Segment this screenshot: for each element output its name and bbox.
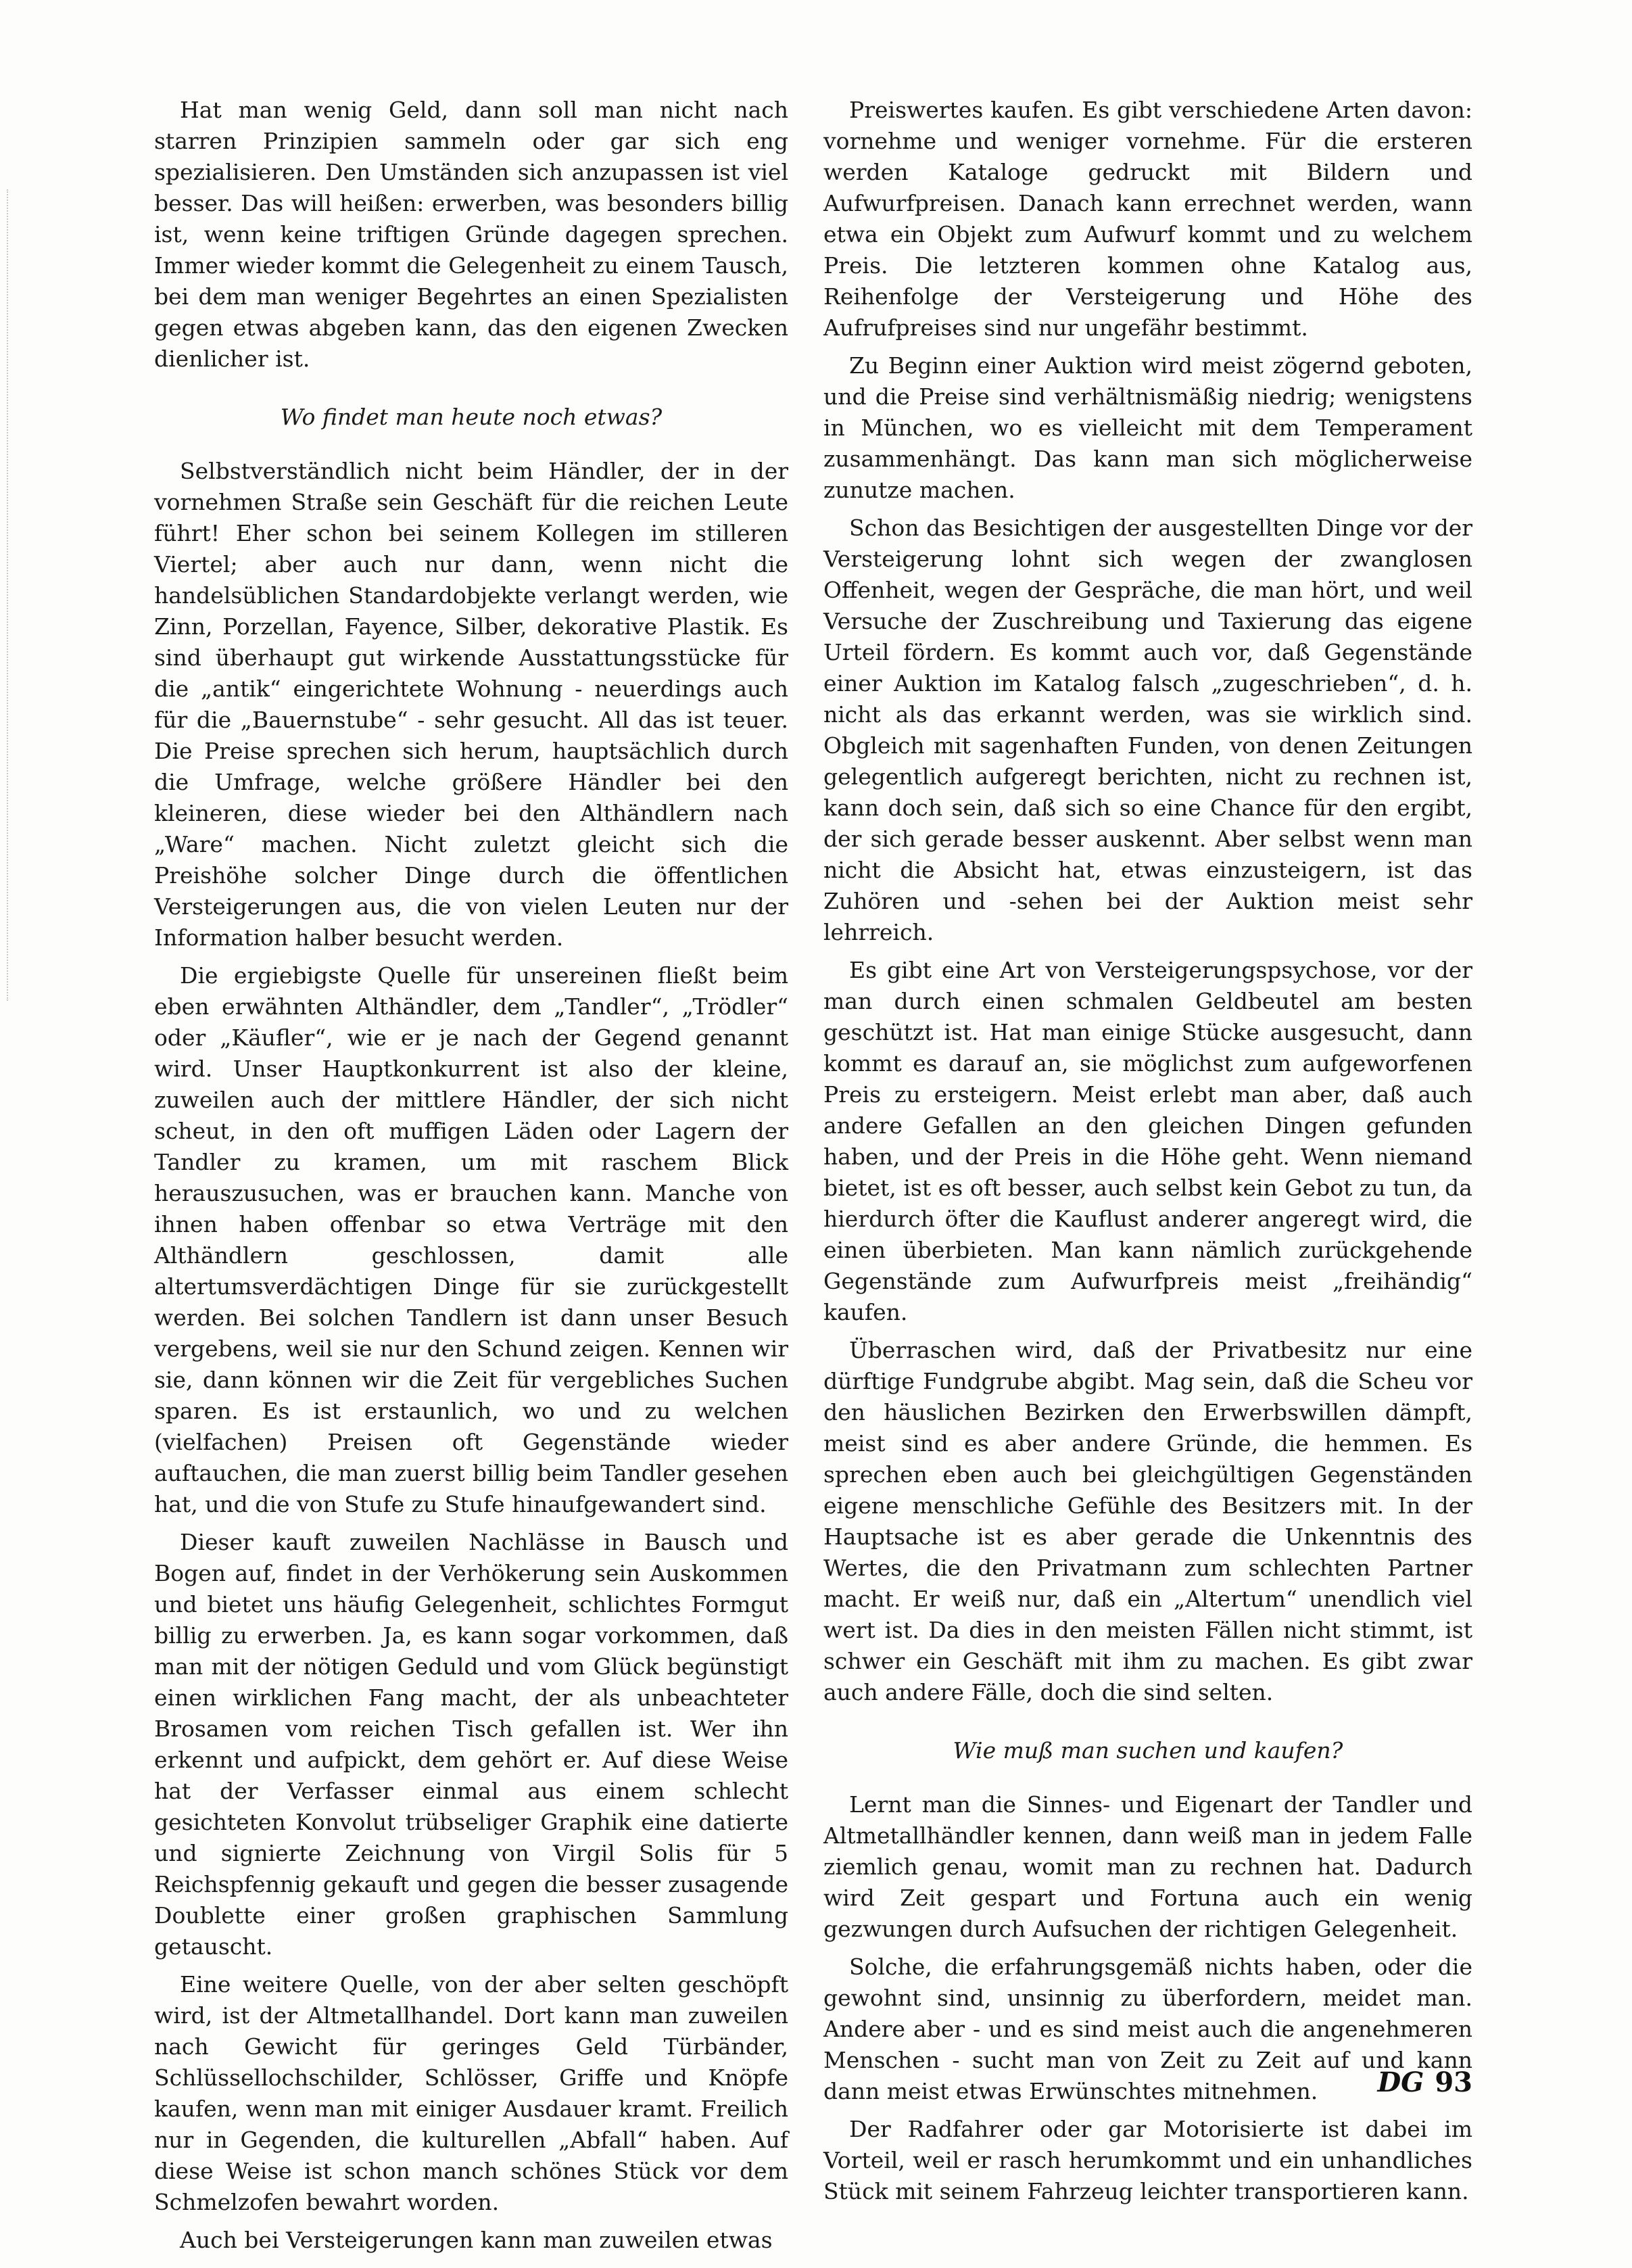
paragraph: Auch bei Versteigerungen kann man zuweilen etwas — [180, 2227, 773, 2253]
paragraph: Eine weitere Quelle, von der aber selten geschöpft wird, ist der Altmetallhandel. Dort kann man zuweilen nach Gewicht für geringes Geld Türbänder, Schlüssellochschilder, Schlösser, Griffe und Knöpfe kaufen, wenn man mit einiger Ausdauer kramt. Freilich nur in Gegenden, die kulturellen „Abfall“ haben. Auf diese Weise ist schon manch schönes Stück vor dem Schmelzofen bewahrt worden. — [154, 1971, 788, 2215]
paragraph: Solche, die erfahrungsgemäß nichts haben, oder die gewohnt sind, unsinnig zu überfordern, meidet man. Andere aber - und es sind meist auch die angenehmeren Menschen - sucht man von Zeit zu Zeit auf und kann dann meist etwas Erwünschtes mitnehmen. — [823, 1954, 1472, 2104]
paragraph: Selbstverständlich nicht beim Händler, der in der vornehmen Straße sein Geschäft für die reichen Leute führt! Eher schon bei seinem Kollegen im stilleren Viertel; aber auch nur dann, wenn nicht die handelsüblichen Standardobjekte verlangt werden, wie Zinn, Porzellan, Fayence, Silber, dekorative Plastik. Es sind überhaupt gut wirkende Ausstattungsstücke für die „antik“ eingerichtete Wohnung - neuerdings auch für die „Bauernstube“ - sehr gesucht. All das ist teuer. Die Preise sprechen sich herum, hauptsächlich durch die Umfrage, welche größere Händler bei den kleineren, diese wieder bei den Althändlern nach „Ware“ machen. Nicht zuletzt gleicht sich die Preishöhe solcher Dinge durch die öffentlichen Versteigerungen aus, die von vielen Leuten nur der Information halber besucht werden. — [154, 458, 788, 951]
paragraph: Schon das Besichtigen der ausgestellten Dinge vor der Versteigerung lohnt sich wegen der zwanglosen Offenheit, wegen der Gespräche, die man hört, und weil Versuche der Zuschreibung und Taxierung das eigene Urteil fördern. Es kommt auch vor, daß Gegenstände einer Auktion im Katalog falsch „zugeschrieben“, d. h. nicht als das erkannt werden, was sie wirklich sind. Obgleich mit sagenhaften Funden, von denen Zeitungen gelegentlich aufgeregt berichten, nicht zu rechnen ist, kann doch sein, daß sich so eine Chance für den ergibt, der sich gerade besser auskennt. Aber selbst wenn man nicht die Absicht hat, etwas einzusteigern, ist das Zuhören und -sehen bei der Auktion meist sehr lehrreich. — [823, 515, 1472, 945]
paragraph: Hat man wenig Geld, dann soll man nicht nach starren Prinzipien sammeln oder gar sich eng spezialisieren. Den Umständen sich anzupassen ist viel besser. Das will heißen: erwerben, was besonders billig ist, wenn keine triftigen Gründe dagegen sprechen. Immer wieder kommt die Gelegenheit zu einem Tausch, bei dem man weniger Begehrtes an einen Spezialisten gegen etwas abgeben kann, das den eigenen Zwecken dienlicher ist. — [154, 97, 788, 372]
journal-mark: DG — [1377, 2066, 1424, 2098]
paragraph: Dieser kauft zuweilen Nachlässe in Bausch und Bogen auf, findet in der Verhökerung sein Auskommen und bietet uns häufig Gelegenheit, schlichtes Formgut billig zu erwerben. Ja, es kann sogar vorkommen, daß man mit der nötigen Geduld und vom Glück begünstigt einen wirklichen Fang macht, der als unbeachteter Brosamen vom reichen Tisch gefallen ist. Wer ihn erkennt und aufpickt, dem gehört er. Auf diese Weise hat der Verfasser einmal aus einem schlecht gesichteten Konvolut trübseliger Graphik eine datierte und signierte Zeichnung von Virgil Solis für 5 Reichspfennig gekauft und gegen die besser zusagende Doublette einer großen graphischen Sammlung getauscht. — [154, 1529, 788, 1960]
scan-edge-artifact — [7, 189, 12, 1001]
paragraph: Zu Beginn einer Auktion wird meist zögernd geboten, und die Preise sind verhältnismäßig niedrig; wenigstens in München, wo es vielleicht mit dem Temperament zusammenhängt. Das kann man sich möglicherweise zunutze machen. — [823, 352, 1472, 503]
page-footer — [1377, 2066, 1472, 2098]
section-heading: Wo findet man heute noch etwas? — [280, 404, 663, 430]
page-number: 93 — [1435, 2066, 1472, 2098]
right-column — [823, 95, 1472, 2214]
paragraph: Überraschen wird, daß der Privatbesitz nur eine dürftige Fundgrube abgibt. Mag sein, daß die Scheu vor den häuslichen Bezirken den Erwerbswillen dämpft, meist sind es aber andere Gründe, die hemmen. Es sprechen eben auch bei gleichgültigen Gegenständen eigene menschliche Gefühle des Besitzers mit. In der Hauptsache ist es aber gerade die Unkenntnis des Wertes, die den Privatmann zum schlechten Partner macht. Er weiß nur, daß ein „Altertum“ unendlich viel wert ist. Da dies in den meisten Fällen nicht stimmt, ist schwer ein Geschäft mit ihm zu machen. Es gibt zwar auch andere Fälle, doch die sind selten. — [823, 1337, 1472, 1705]
paragraph: Die ergiebigste Quelle für unsereinen fließt beim eben erwähnten Althändler, dem „Tandler“, „Trödler“ oder „Käufler“, wie er je nach der Gegend genannt wird. Unser Hauptkonkurrent ist also der kleine, zuweilen auch der mittlere Händler, der sich nicht scheut, in den oft muffigen Läden oder Lagern der Tandler zu kramen, um mit raschem Blick herauszusuchen, was er brauchen kann. Manche von ihnen haben offenbar so etwa Verträge mit den Althändlern geschlossen, damit alle altertumsverdächtigen Dinge für sie zurückgestellt werden. Bei solchen Tandlern ist dann unser Besuch vergebens, weil sie nur den Schund zeigen. Kennen wir sie, dann können wir die Zeit für vergebliches Suchen sparen. Es ist erstaunlich, wo und zu welchen (vielfachen) Preisen oft Gegenstände wieder auftauchen, die man zuerst billig beim Tandler gesehen hat, und die von Stufe zu Stufe hinaufgewandert sind. — [154, 962, 788, 1517]
paragraph: Der Radfahrer oder gar Motorisierte ist dabei im Vorteil, weil er rasch herumkommt und ein unhandliches Stück mit seinem Fahrzeug leichter transportieren kann. — [823, 2116, 1472, 2204]
left-column — [154, 95, 788, 2263]
section-heading: Wie muß man suchen und kaufen? — [953, 1737, 1343, 1764]
paragraph: Lernt man die Sinnes- und Eigenart der Tandler und Altmetallhändler kennen, dann weiß man in jedem Falle ziemlich genau, womit man zu rechnen hat. Dadurch wird Zeit gespart und Fortuna auch ein wenig gezwungen durch Aufsuchen der richtigen Gelegenheit. — [823, 1791, 1472, 1942]
paragraph: Es gibt eine Art von Versteigerungspsychose, vor der man durch einen schmalen Geldbeutel am besten geschützt ist. Hat man einige Stücke ausgesucht, dann kommt es darauf an, sie möglichst zum aufgeworfenen Preis zu ersteigern. Meist erlebt man aber, daß auch andere Gefallen an den gleichen Dingen gefunden haben, und der Preis in die Höhe geht. Wenn niemand bietet, ist es oft besser, auch selbst kein Gebot zu tun, da hierdurch öfter die Kauflust anderer angeregt wird, die einen überbieten. Man kann nämlich zurückgehende Gegenstände zum Aufwurfpreis meist „freihändig“ kaufen. — [823, 957, 1472, 1325]
paragraph: Preiswertes kaufen. Es gibt verschiedene Arten davon: vornehme und weniger vornehme. Für die ersteren werden Kataloge gedruckt mit Bildern und Aufwurfpreisen. Danach kann errechnet werden, wann etwa ein Objekt zum Aufwurf kommt und zu welchem Preis. Die letzteren kommen ohne Katalog aus, Reihenfolge der Versteigerung und Höhe des Aufrufpreises sind nur ungefähr bestimmt. — [823, 97, 1472, 341]
